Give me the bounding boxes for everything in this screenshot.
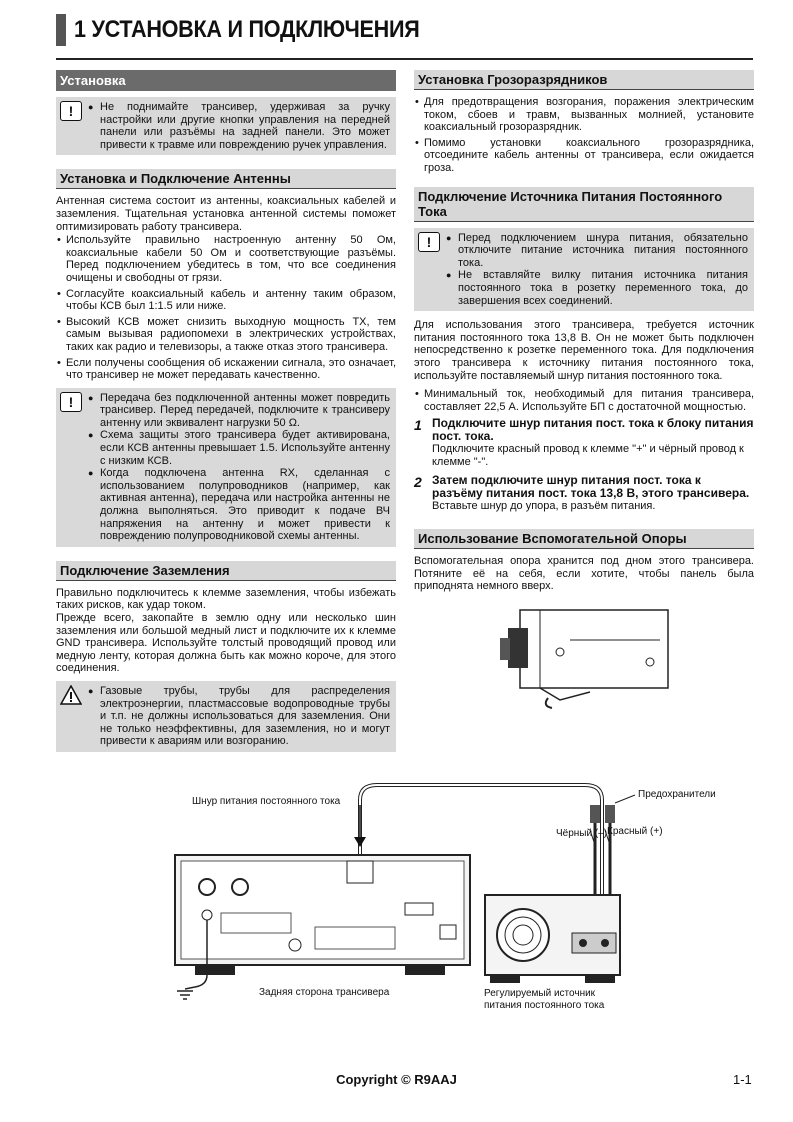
ground-paragraph-2: Прежде всего, закопайте в землю одну или несколько шин заземления или большой медный лист и подключите их к клемме GND трансивера. Используйте толстый проводящий провод или медную ленту, которая должна быть как можно короче, для этого соединения. bbox=[56, 612, 396, 675]
step-number: 1 bbox=[414, 417, 422, 434]
antenna-intro: Антенная система состоит из антенны, коаксиальных кабелей и заземления. Тщательная установка антенной системы поможет оптимизировать работу трансивера. bbox=[56, 195, 396, 233]
list-item: • Используйте правильно настроенную антенну 50 Ом, коаксиальные кабели 50 Ом и соответствующие разъёмы. Перед подключением убедитесь в том, что все соединения очищены и свободны от грязи. bbox=[56, 234, 396, 284]
install-caution-note bbox=[56, 97, 396, 155]
step-title: Подключите шнур питания пост. тока к блоку питания пост. тока. bbox=[432, 416, 754, 444]
list-item: • Высокий КСВ может снизить выходную мощность TX, тем самым вызывая радиопомехи в электрических устройствах, таких как радио и телевизоры, а также отказ этого трансивера. bbox=[56, 316, 396, 354]
dc-power-connector bbox=[347, 861, 373, 883]
psu-label-line2: питания постоянного тока bbox=[484, 1000, 605, 1011]
section-heading-lightning: Установка Грозоразрядников bbox=[414, 70, 754, 90]
step-2 bbox=[414, 474, 754, 513]
step-desc: Подключите красный провод к клемме "+" и чёрный провод к клемме "-". bbox=[432, 443, 744, 468]
step-number: 2 bbox=[414, 474, 422, 491]
note-item: ● Не вставляйте вилку питания источника питания постоянного тока в розетку переменного тока, до завершения всех соединений. bbox=[446, 269, 748, 307]
power-connection-diagram bbox=[165, 775, 685, 1045]
title-bar-accent bbox=[56, 14, 66, 46]
list-item: • Для предотвращения возгорания, поражения электрическим током, сбоев и травм, вызванных молнией, установите коаксиальный грозоразрядник. bbox=[414, 96, 754, 134]
stand-paragraph: Вспомогательная опора хранится под дном этого трансивера. Потяните её на себя, если хотите, чтобы панель была приподнята немного вверх. bbox=[414, 555, 754, 593]
note-item: ● Газовые трубы, трубы для распределения электроэнергии, пластмассовые водопроводные трубы и т.п. не должны использоваться для заземления. Они не только неэффективны, для заземления, но и могут привести к авариям или возгоранию. bbox=[88, 685, 390, 748]
psu-terminals bbox=[572, 933, 616, 953]
copyright: Copyright © R9AAJ bbox=[336, 1072, 457, 1087]
list-item: • Помимо установки коаксиального грозоразрядника, отсоедините кабель антенны от трансивера, если ожидается гроза. bbox=[414, 137, 754, 175]
page-number: 1-1 bbox=[733, 1072, 752, 1087]
ground-warning-note bbox=[56, 681, 396, 752]
section-heading-install: Установка bbox=[56, 70, 396, 91]
list-item: • Минимальный ток, необходимый для питания трансивера, составляет 22,5 А. Используйте БП с достаточной мощностью. bbox=[414, 388, 754, 413]
black-wire-label: Чёрный (–) bbox=[556, 828, 608, 839]
red-wire-label: Красный (+) bbox=[607, 826, 663, 837]
note-item: ● Не поднимайте трансивер, удерживая за ручку настройки или другие кнопки управления на передней панели или разъёмы на задней панели. Это может привести к травме или повреждению ручек управления. bbox=[88, 101, 390, 151]
power-caution-note bbox=[414, 228, 754, 312]
fuses-label: Предохранители bbox=[638, 789, 716, 800]
antenna-caution-note bbox=[56, 388, 396, 547]
section-heading-stand: Использование Вспомогательной Опоры bbox=[414, 529, 754, 549]
step-title: Затем подключите шнур питания пост. тока к разъёму питания пост. тока 13,8 В, этого трансивера. bbox=[432, 473, 750, 501]
step-desc: Вставьте шнур до упора, в разъём питания. bbox=[432, 500, 656, 513]
right-column bbox=[414, 70, 754, 593]
step-1 bbox=[414, 417, 754, 468]
cord-label: Шнур питания постоянного тока bbox=[192, 796, 341, 807]
caution-icon: ! bbox=[418, 232, 440, 252]
rear-label: Задняя сторона трансивера bbox=[259, 987, 390, 998]
page-title: 1 УСТАНОВКА И ПОДКЛЮЧЕНИЯ bbox=[74, 16, 420, 43]
power-paragraph: Для использования этого трансивера, требуется источник питания постоянного тока 13,8 В. Он не может быть подключен непосредственно к розетке переменного тока. Для подключения этого трансивера к источнику питания постоянного тока, используйте поставляемый шнур питания постоянного тока. bbox=[414, 319, 754, 382]
left-column bbox=[56, 70, 396, 758]
section-heading-antenna: Установка и Подключение Антенны bbox=[56, 169, 396, 189]
psu-label-line1: Регулируемый источник bbox=[484, 988, 596, 999]
caution-icon: ! bbox=[60, 101, 82, 121]
section-heading-ground: Подключение Заземления bbox=[56, 561, 396, 581]
list-item: • Если получены сообщения об искажении сигнала, это означает, что трансивер не может передавать качественно. bbox=[56, 357, 396, 382]
stand-illustration bbox=[500, 600, 670, 710]
note-item: ● Схема защиты этого трансивера будет активирована, если КСВ антенны превышает 1.5. Используйте антенну с низким КСВ. bbox=[88, 429, 390, 467]
note-item: ● Передача без подключенной антенны может повредить трансивер. Перед передачей, подключите к трансиверу антенну или эквивалент нагрузки 50 Ω. bbox=[88, 392, 390, 430]
ground-paragraph-1: Правильно подключитесь к клемме заземления, чтобы избежать таких рисков, как удар током. bbox=[56, 586, 396, 612]
warning-triangle-icon bbox=[60, 685, 82, 705]
section-heading-power: Подключение Источника Питания Постоянного Тока bbox=[414, 187, 754, 222]
note-item: ● Когда подключена антенна RX, сделанная с использованием полупроводников (например, как активная антенна), передача или настройка антенны не должна выполняться. Это приводит к подаче ВЧ напряжения на антенну и может привести к повреждению полупроводниковой схемы антенны. bbox=[88, 467, 390, 543]
title-underline bbox=[56, 58, 753, 60]
note-item: ● Перед подключением шнура питания, обязательно отключите питание источника питания постоянного тока. bbox=[446, 232, 748, 270]
caution-icon: ! bbox=[60, 392, 82, 412]
list-item: • Согласуйте коаксиальный кабель и антенну таким образом, чтобы КСВ был 1:1.5 или ниже. bbox=[56, 288, 396, 313]
